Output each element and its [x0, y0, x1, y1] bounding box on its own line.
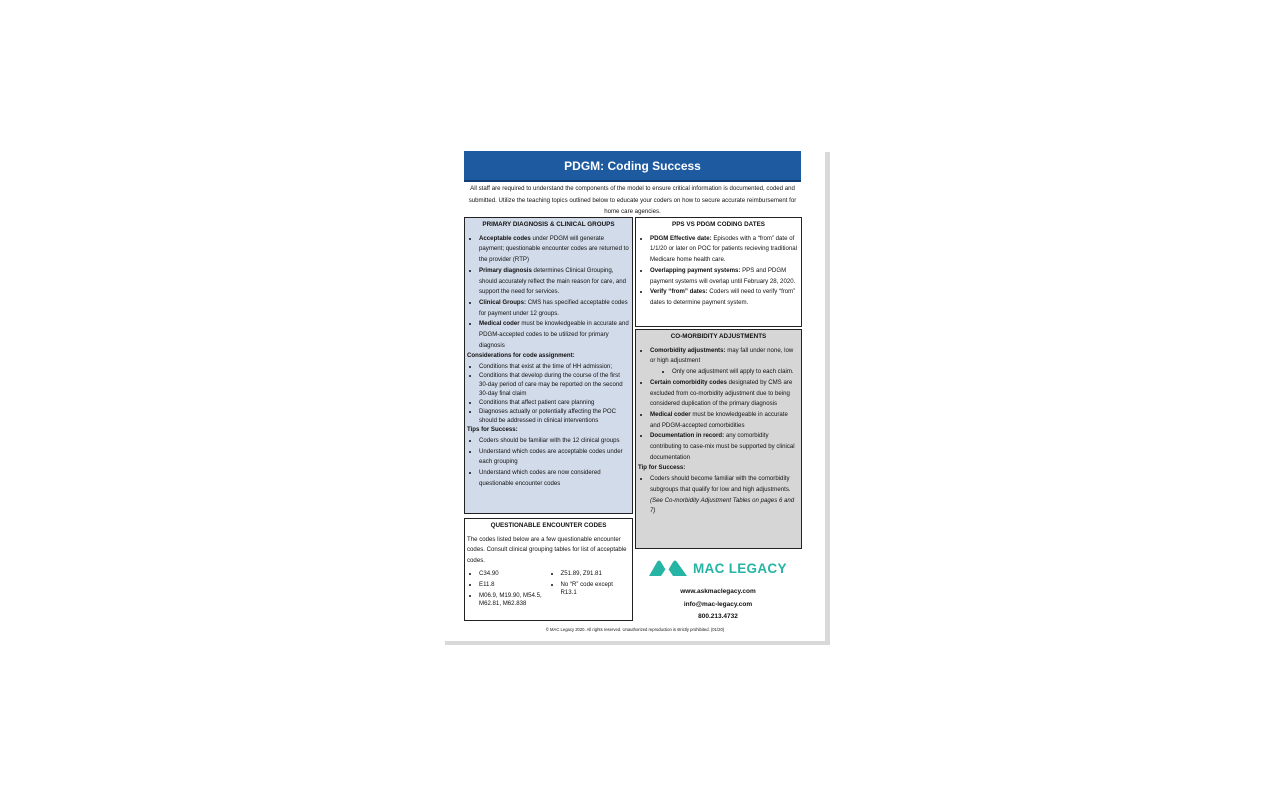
phone-number: 800.213.4732 [698, 613, 738, 620]
list-item: • Documentation in record: any comorbidity contributing to case-mix must be supported by clinical documentation [650, 431, 799, 463]
document-page [445, 146, 825, 641]
considerations-title: Considerations for code assignment: [467, 352, 575, 360]
code-item: • E11.8 [479, 581, 549, 589]
mac-legacy-logo [647, 558, 787, 578]
pps-header: PPS VS PDGM CODING DATES [672, 221, 765, 228]
list-item: • Coders should become familiar with the comorbidity subgroups that qualify for low and high adjustments. (See Co-morbidity Adjustment Tables on pages 6 and 7) [650, 474, 799, 517]
list-item: • Conditions that develop during the course of the first 30-day period of care may be reported on the second 30-day final claim [479, 371, 630, 398]
contact-info [673, 586, 763, 624]
considerations-list [467, 362, 630, 425]
questionable-codes-box [464, 518, 633, 621]
logo-text: MAC LEGACY [693, 560, 787, 576]
list-item: • Coders should be familiar with the 12 clinical groups [479, 436, 630, 447]
list-item: • Conditions that affect patient care planning [479, 398, 630, 407]
comorbidity-box [635, 329, 802, 549]
codes-column-1 [467, 570, 549, 611]
pps-coding-dates-box [635, 217, 802, 327]
list-item: • Understand which codes are now considered questionable encounter codes [479, 468, 630, 489]
comorbidity-list [638, 346, 799, 464]
copyright-footer: © MAC Legacy 2020. All rights reserved. Unauthorized reproduction is strictly prohibited. (01/20) [545, 627, 725, 632]
comorbidity-header: CO-MORBIDITY ADJUSTMENTS [670, 333, 767, 340]
tips-list [467, 436, 630, 490]
list-item: • Overlapping payment systems: PPS and PDGM payment systems will overlap until February 28, 2020. [650, 266, 799, 287]
codes-columns [467, 570, 630, 611]
code-item: • M06.9, M19.90, M54.5, M62.81, M62.838 [479, 592, 549, 608]
email-link[interactable]: info@mac-legacy.com [683, 600, 753, 608]
code-item: • No “R” code except R13.1 [561, 581, 631, 597]
sub-list-item: • Only one adjustment will apply to each claim. [672, 367, 799, 378]
questionable-header: QUESTIONABLE ENCOUNTER CODES [490, 522, 607, 529]
list-item: • Verify “from” dates: Coders will need to verify “from” dates to determine payment system. [650, 287, 799, 308]
tips-title: Tips for Success: [467, 426, 518, 434]
codes-column-2 [549, 570, 631, 611]
list-item: • Certain comorbidity codes designated by CMS are excluded from co-morbidity adjustment due to being considered duplication of the primary diagnosis [650, 378, 799, 410]
list-item: • Clinical Groups: CMS has specified acceptable codes for payment under 12 groups. [479, 298, 630, 319]
intro-paragraph: All staff are required to understand the components of the model to ensure critical information is documented, coded and submitted. Utilize the teaching topics outlined below to educate your coders on how to secure accurate reimbursement for home care agencies. [468, 185, 797, 215]
tip-title: Tip for Success: [638, 464, 686, 472]
list-item: • Primary diagnosis determines Clinical Grouping, should accurately reflect the main reason for care, and support the need for services. [479, 266, 630, 298]
list-item: • Medical coder must be knowledgeable in accurate and PDGM-accepted codes to be utilized for primary diagnosis [479, 319, 630, 351]
primary-diagnosis-box [464, 217, 633, 514]
list-item: • Acceptable codes under PDGM will generate payment; questionable encounter codes are returned to the provider (RTP) [479, 234, 630, 266]
website-link[interactable]: www.askmaclegacy.com [680, 588, 756, 595]
list-item: • Medical coder must be knowledgeable in accurate and PDGM-accepted comorbidities [650, 410, 799, 431]
primary-header: PRIMARY DIAGNOSIS & CLINICAL GROUPS [482, 221, 615, 228]
list-item: • PDGM Effective date: Episodes with a “from” date of 1/1/20 or later on POC for patients recieving traditional Medicare home health care. [650, 234, 799, 266]
list-item: • Conditions that exist at the time of HH admission; [479, 362, 630, 371]
code-item: • C34.90 [479, 570, 549, 578]
list-item: • Comorbidity adjustments: may fall under none, low or high adjustment • Only one adjustment will apply to each claim. [650, 346, 799, 378]
page-title: PDGM: Coding Success [464, 151, 801, 182]
pps-list [638, 234, 799, 309]
logo-mark-icon [647, 558, 689, 578]
tip-list [638, 474, 799, 517]
primary-list [467, 234, 630, 352]
code-item: • Z51.89, Z91.81 [561, 570, 631, 578]
questionable-text: The codes listed below are a few questionable encounter codes. Consult clinical grouping tables for list of acceptable codes. [467, 535, 627, 565]
list-item: • Understand which codes are acceptable codes under each grouping [479, 447, 630, 468]
list-item: • Diagnoses actually or potentially affecting the POC should be addressed in clinical interventions [479, 407, 630, 425]
